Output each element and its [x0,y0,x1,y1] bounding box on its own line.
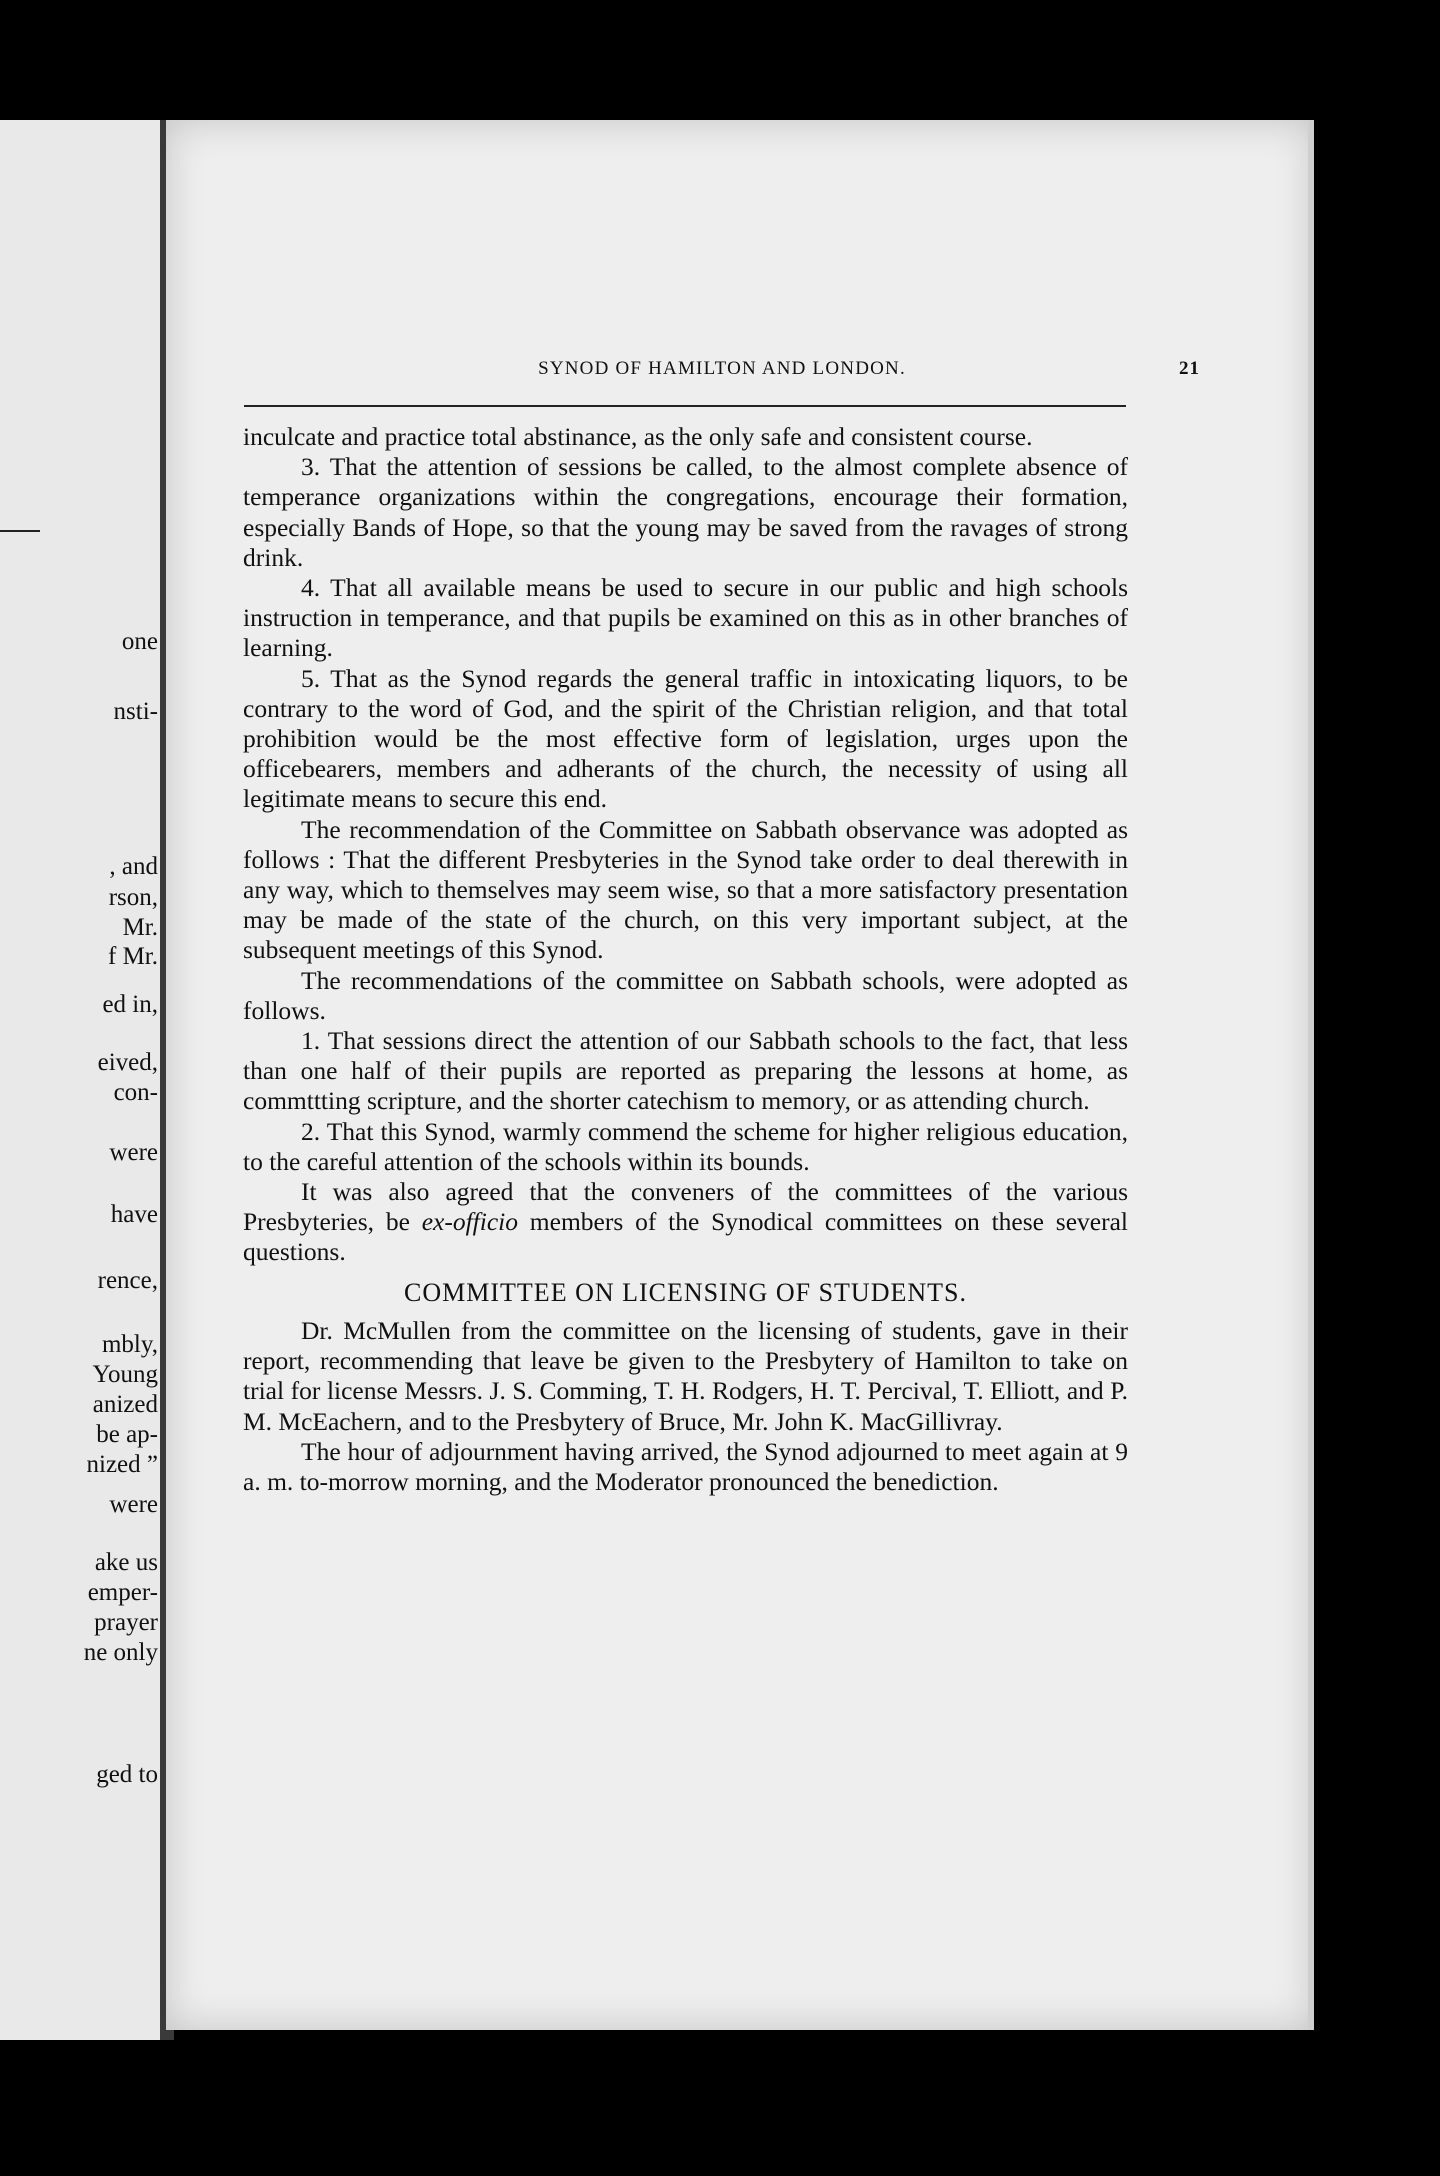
left-line-fragment: prayer [94,1609,158,1636]
text-run: members of the Synodical committees on these several questions. [243,1207,1128,1267]
body-text [243,422,1128,1497]
header-rule [244,405,1126,407]
main-page [166,120,1314,2030]
paragraph: inculcate and practice total abstinance, as the only safe and consistent course. [243,422,1033,451]
left-line-fragment: Mr. [122,914,158,941]
left-line-fragment: eived, [97,1049,158,1076]
left-line-fragment: nized ” [86,1451,158,1478]
page-number: 21 [1179,358,1200,379]
left-page-rule [0,530,40,532]
left-line-fragment: emper- [87,1579,158,1606]
left-line-fragment: anized [92,1391,158,1418]
paragraph: Dr. McMullen from the committee on the licensing of students, gave in their report, recommending that leave be given to the Presbytery of Hamilton to take on trial for license Messrs. J. S. Comming, T. H. Rodgers, H. T. Percival, T. Elliott, and P. M. McEachern, and to the Presbytery of Bruce, Mr. John K. MacGillivray. [243,1315,1128,1436]
left-line-fragment: , and [109,853,158,880]
left-line-fragment: were [109,1491,158,1518]
paragraph: The hour of adjournment having arrived, the Synod adjourned to meet again at 9 a. m. to-morrow morning, and the Moderator pronounced the benediction. [243,1436,1128,1496]
left-line-fragment: Young [92,1361,158,1388]
paragraph-item-3: 3. That the attention of sessions be called, to the almost complete absence of temperance organizations within the congregations, encourage their formation, especially Bands of Hope, so that the young may be saved from the ravages of strong drink. [243,452,1128,572]
left-line-fragment: ne only [83,1639,158,1666]
left-line-fragment: con- [113,1079,158,1106]
left-line-fragment: be ap- [96,1421,158,1448]
section-heading: COMMITTEE ON LICENSING OF STUDENTS. [404,1277,967,1307]
left-line-fragment: rson, [108,884,158,911]
paragraph-item-2: 2. That this Synod, warmly commend the scheme for higher religious education, to the careful attention of the schools within its bounds. [243,1116,1128,1176]
paragraph-item-4: 4. That all available means be used to secure in our public and high schools instruction in temperance, and that pupils be examined on this as in other branches of learning. [243,573,1128,663]
page-edge [1308,120,1314,2030]
left-line-fragment: f Mr. [108,943,158,970]
left-facing-page [0,120,174,2040]
paragraph [243,1177,1128,1268]
paragraph-item-5: 5. That as the Synod regards the general traffic in intoxicating liquors, to be contrary to the word of God, and the spirit of the Christian religion, and that total prohibition would be the most effective form of legislation, urges upon the officebearers, members and adherants of the church, the necessity of using all legitimate means to secure this end. [243,663,1128,814]
paragraph-item-1: 1. That sessions direct the attention of our Sabbath schools to the fact, that less than one half of their pupils are reported as preparing the lessons at home, as commttting scripture, and the shorter catechism to memory, or as attending church. [243,1026,1128,1116]
left-line-fragment: ed in, [102,991,158,1018]
paragraph: The recommendation of the Committee on Sabbath observance was adopted as follows : That the different Presbyteries in the Synod take order to deal therewith in any way, which to themselves may seem wise, so that a more satisfactory presentation may be made of the state of the church, on this very important subject, at the subsequent meetings of this Synod. [243,814,1128,965]
left-line-fragment: ake us [94,1549,158,1576]
left-line-fragment: rence, [97,1267,158,1294]
left-line-fragment: nsti- [113,698,158,725]
left-line-fragment: were [109,1139,158,1166]
left-line-fragment: mbly, [101,1331,158,1358]
left-line-fragment: one [121,628,158,655]
paragraph: The recommendations of the committee on Sabbath schools, were adopted as follows. [243,965,1128,1025]
text-run: It was also agreed that the conveners of the committees of the various Presbyteries, be [243,1177,1128,1237]
running-head-title: SYNOD OF HAMILTON AND LONDON. [538,358,906,379]
left-line-fragment: ged to [96,1761,158,1788]
left-line-fragment: have [110,1201,158,1228]
italic-term: ex-officio [421,1207,518,1237]
